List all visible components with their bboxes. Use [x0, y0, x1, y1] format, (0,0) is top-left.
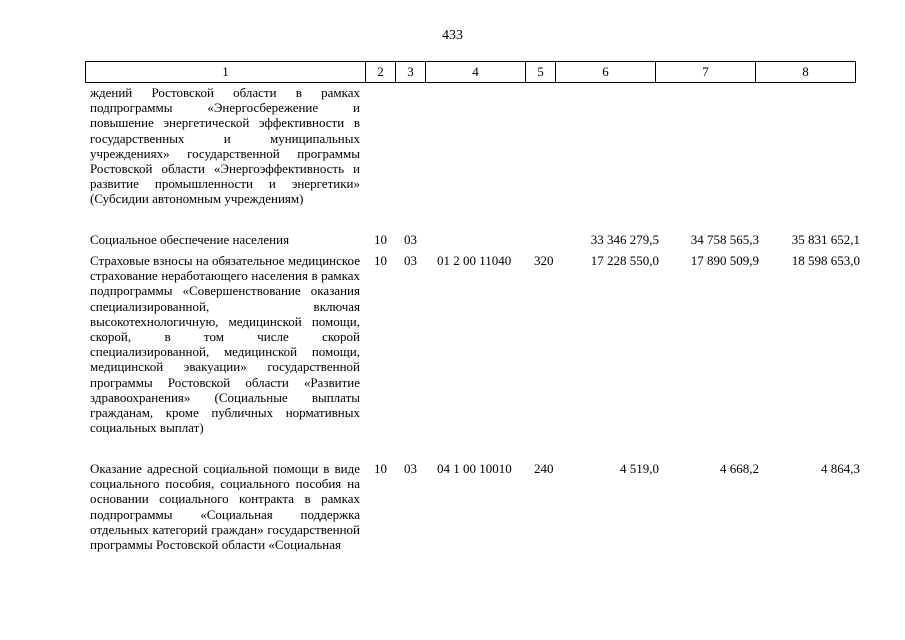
page-number: 433 [442, 28, 463, 43]
column-6-header: 6 [556, 62, 656, 83]
row-section-code: 10 [374, 232, 387, 247]
column-5-header: 5 [526, 62, 556, 83]
row-amount-col6: 17 228 550,0 [590, 253, 659, 268]
row-subsection-code: 03 [404, 461, 417, 476]
row-description: Оказание адресной социальной помощи в виде социального пособия, социального пособия на основании социального контракта в рамках подпрограммы «Социальная поддержка отдельных категорий граждан» государственной программы Ростовской области «Социальная [90, 461, 360, 553]
column-2-header: 2 [366, 62, 396, 83]
row-section-code: 10 [374, 253, 387, 268]
row-target-article-code: 01 2 00 11040 [437, 253, 512, 268]
row-amount-col6: 4 519,0 [620, 461, 659, 476]
row-expense-type-code: 320 [534, 253, 554, 268]
row-subsection-code: 03 [404, 253, 417, 268]
column-1-header: 1 [86, 62, 366, 83]
column-8-header: 8 [756, 62, 856, 83]
row-description: Социальное обеспечение населения [90, 232, 290, 247]
row-amount-col7: 34 758 565,3 [690, 232, 759, 247]
column-number-header [85, 61, 856, 83]
row-expense-type-code: 240 [534, 461, 554, 476]
column-4-header: 4 [426, 62, 526, 83]
row-amount-col8: 35 831 652,1 [791, 232, 860, 247]
row-section-code: 10 [374, 461, 387, 476]
row-description: ждений Ростовской области в рамках подпрограммы «Энергосбережение и повышение энергетической эффективности в государственных и муниципальных учреждениях» государственной программы Ростовской области «Энергоэффективность и развитие промышленности и энергетики» (Субсидии автономным учреждениям) [90, 85, 360, 207]
row-amount-col8: 18 598 653,0 [791, 253, 860, 268]
row-target-article-code: 04 1 00 10010 [437, 461, 512, 476]
row-amount-col7: 17 890 509,9 [690, 253, 759, 268]
row-amount-col7: 4 668,2 [720, 461, 759, 476]
column-7-header: 7 [656, 62, 756, 83]
row-subsection-code: 03 [404, 232, 417, 247]
row-description: Страховые взносы на обязательное медицинское страхование неработающего населения в рамках подпрограммы «Совершенствование оказания специализированной, включая высокотехнологичную, медицинской помощи, скорой, в том числе скорой специализированной, медицинской помощи, медицинской эвакуации» государственной программы Ростовской области «Развитие здравоохранения» (Социальные выплаты гражданам, кроме публичных нормативных социальных выплат) [90, 253, 360, 436]
column-3-header: 3 [396, 62, 426, 83]
row-amount-col8: 4 864,3 [821, 461, 860, 476]
row-amount-col6: 33 346 279,5 [590, 232, 659, 247]
